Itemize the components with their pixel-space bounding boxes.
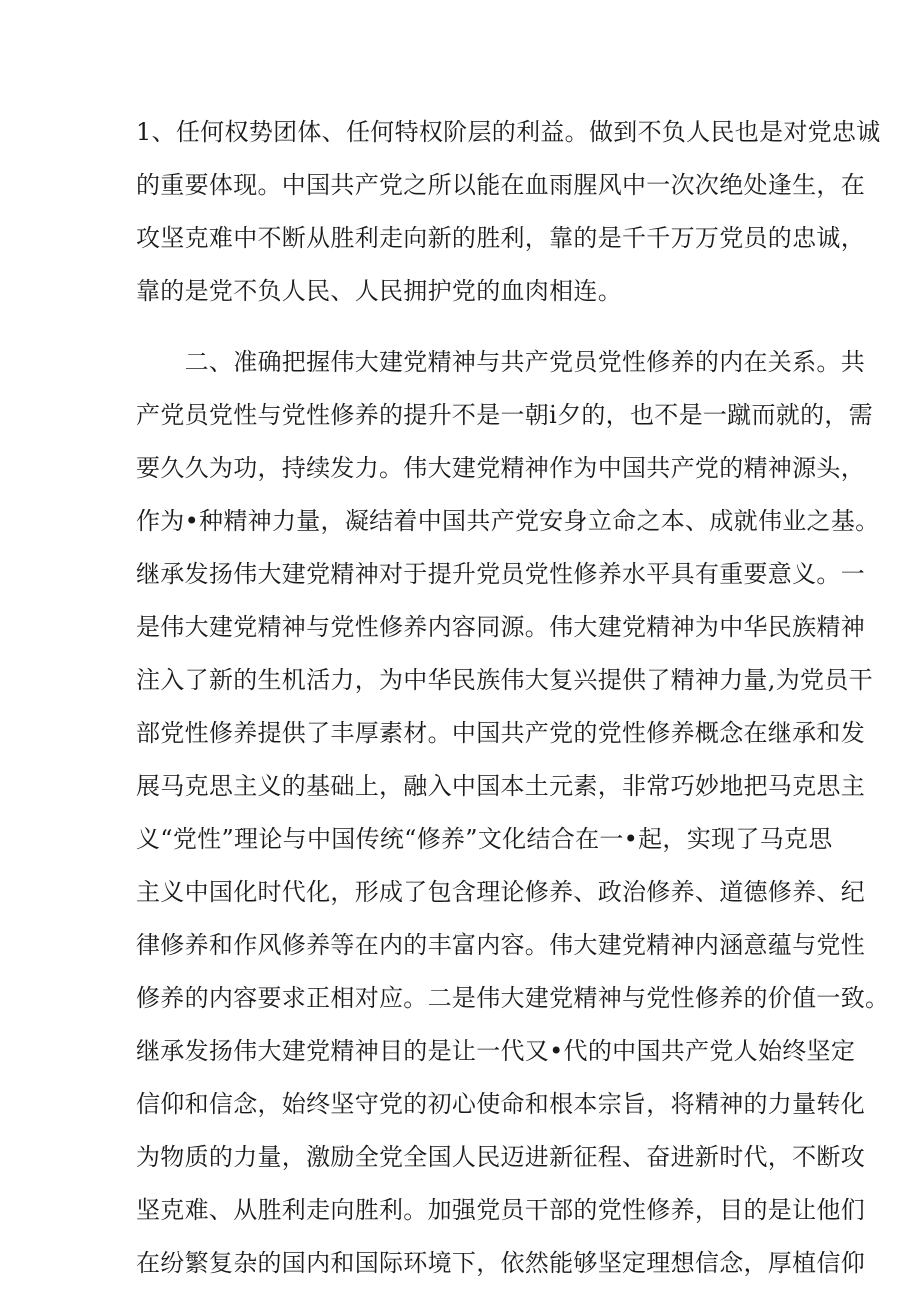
text-line: 主义中国化时代化，形成了包含理论修养、政治修养、道德修养、纪 [136,878,865,906]
text-line: 要久久为功，持续发力。伟大建党精神作为中国共产党的精神源头， [136,454,865,482]
text-line: 为物质的力量，激励全党全国人民迈进新征程、奋进新时代，不断攻 [136,1143,865,1171]
text-line: 是伟大建党精神与党性修养内容同源。伟大建党精神为中华民族精神 [136,613,865,641]
text-line: 在纷繁复杂的国内和国际环境下，依然能够坚定理想信念，厚植信仰 [136,1249,865,1277]
text-line: 信仰和信念，始终坚守党的初心使命和根本宗旨，将精神的力量转化 [136,1090,865,1118]
text-line: 作为•种精神力量，凝结着中国共产党安身立命之本、成就伟业之基。 [136,507,880,535]
text-line: 1、任何权势团体、任何特权阶层的利益。做到不负人民也是对党忠诚 [136,118,881,146]
text-line: 律修养和作风修养等在内的丰富内容。伟大建党精神内涵意蕴与党性 [136,931,865,959]
paragraph-2 [136,336,890,1290]
text-line: 攻坚克难中不断从胜利走向新的胜利，靠的是千千万万党员的忠诚， [136,224,865,252]
text-line: 义“党性”理论与中国传统“修养”文化结合在一•起，实现了马克思 [136,825,833,853]
text-line: 部党性修养提供了丰厚素材。中国共产党的党性修养概念在继承和发 [136,719,865,747]
text-line: 坚克难、从胜利走向胜利。加强党员干部的党性修养，目的是让他们 [136,1196,865,1224]
document-body [136,106,890,1290]
paragraph-gap [136,318,796,336]
text-line: 展马克思主义的基础上，融入中国本土元素，非常巧妙地把马克思主 [136,772,865,800]
paragraph-1 [136,106,881,318]
text-line: 靠的是党不负人民、人民拥护党的血肉相连。 [136,277,622,305]
text-line: 的重要体现。中国共产党之所以能在血雨腥风中一次次绝处逢生，在 [136,171,865,199]
text-line: 注入了新的生机活力，为中华民族伟大复兴提供了精神力量,为党员干 [136,666,873,694]
text-line: 继承发扬伟大建党精神目的是让一代又•代的中国共产党人始终坚定 [136,1037,856,1065]
text-line: 修养的内容要求正相对应。二是伟大建党精神与党性修养的价值一致。 [136,984,890,1012]
text-line: 二、准确把握伟大建党精神与共产党员党性修养的内在关系。共 [136,348,865,376]
text-line: 继承发扬伟大建党精神对于提升党员党性修养水平具有重要意义。一 [136,560,865,588]
text-line: 产党员党性与党性修养的提升不是一朝i夕的，也不是一蹴而就的，需 [136,401,873,429]
